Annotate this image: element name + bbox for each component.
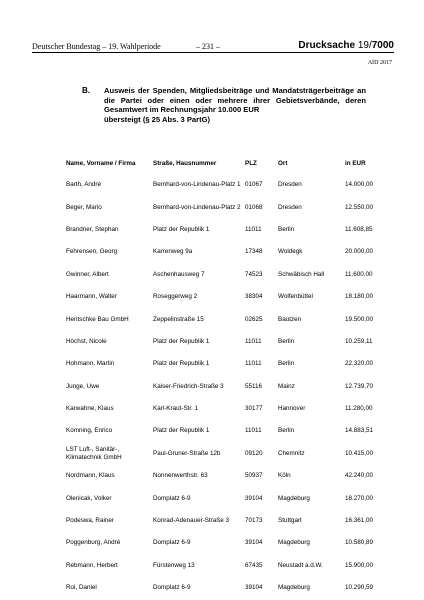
cell-name: Podeswa, Rainer [66, 517, 114, 525]
cell-amount: 18.180,00 [345, 293, 374, 301]
cell-city: Berlin [278, 360, 295, 368]
table-row [66, 443, 405, 465]
cell-name: Fehrensen, Georg [66, 248, 118, 256]
donor-table-body [66, 174, 405, 599]
cell-zip: 01068 [245, 203, 263, 211]
cell-city: Dresden [278, 203, 302, 211]
cell-city: Chemnitz [278, 449, 305, 457]
cell-city: Magdeburg [278, 494, 310, 502]
column-header-amount: in EUR [345, 159, 366, 167]
party-label: AfD 2017 [367, 60, 392, 66]
cell-name: Nordmann, Klaus [66, 472, 115, 480]
column-header-street: Straße, Hausnummer [153, 159, 217, 167]
cell-street: Karl-Kraut-Str. 1 [153, 405, 199, 413]
table-row [66, 308, 405, 330]
table-row [66, 577, 405, 599]
cell-street: Bernhard-von-Lindenau-Platz 1 [153, 181, 241, 189]
cell-street: Platz der Republik 1 [153, 225, 210, 233]
cell-street: Kaiser-Friedrich-Straße 3 [153, 382, 224, 390]
cell-zip: 02625 [245, 315, 263, 323]
cell-city: Berlin [278, 337, 295, 345]
cell-name: Hentschke Bau GmbH [66, 315, 129, 323]
cell-city: Köln [278, 472, 291, 480]
cell-name: Junge, Uwe [66, 382, 100, 390]
cell-zip: 39104 [245, 584, 263, 592]
cell-city: Stuttgart [278, 517, 302, 525]
cell-amount: 11.600,00 [345, 270, 373, 278]
cell-amount: 18.270,00 [345, 494, 374, 502]
cell-zip: 11011 [245, 427, 262, 435]
section-title [104, 86, 366, 124]
cell-amount: 20.000,00 [345, 248, 374, 256]
cell-city: Bautzen [278, 315, 302, 323]
cell-city: Neustadt a.d.W. [278, 561, 323, 569]
cell-city: Dresden [278, 181, 302, 189]
cell-zip: 17348 [245, 248, 263, 256]
cell-name: Haarmann, Walter [66, 293, 117, 301]
table-row [66, 465, 405, 487]
cell-amount: 10.580,89 [345, 539, 374, 547]
table-row [66, 555, 405, 577]
cell-amount: 11.280,00 [345, 405, 373, 413]
cell-street: Aschenhausweg 7 [153, 270, 205, 278]
cell-amount: 10.415,00 [345, 449, 374, 457]
cell-name: Komning, Enrico [66, 427, 113, 435]
cell-amount: 42.240,00 [345, 472, 374, 480]
cell-name: Rebmann, Herbert [66, 561, 118, 569]
cell-street: Domplatz 6-9 [153, 539, 191, 547]
cell-street: Domplatz 6-9 [153, 494, 191, 502]
cell-street: Zeppelinstraße 15 [153, 315, 204, 323]
doc-label: Drucksache [298, 40, 356, 51]
cell-name: LST Luft-, Sanitär-, Klimatechnik GmbH [66, 445, 122, 461]
cell-zip: 39104 [245, 494, 263, 502]
cell-city: Magdeburg [278, 539, 310, 547]
column-header-zip: PLZ [245, 159, 257, 167]
cell-name: Barth, André [66, 181, 102, 189]
cell-street: Domplatz 6-9 [153, 584, 191, 592]
doc-number-prefix: 19/ [357, 40, 372, 51]
table-row [66, 196, 405, 218]
table-row [66, 331, 405, 353]
column-header-name: Name, Vorname / Firma [66, 159, 136, 167]
cell-name: Beger, Mario [66, 203, 102, 211]
cell-zip: 11011 [245, 337, 262, 345]
cell-name: Höchst, Nicole [66, 337, 107, 345]
table-row [66, 532, 405, 554]
cell-street: Platz der Republik 1 [153, 427, 210, 435]
cell-amount: 15.900,00 [345, 561, 374, 569]
section-label: B. [82, 86, 90, 95]
table-row [66, 219, 405, 241]
cell-zip: 70173 [245, 517, 263, 525]
cell-zip: 01067 [245, 181, 263, 189]
cell-zip: 55116 [245, 382, 263, 390]
cell-street: Paul-Gruner-Straße 12b [153, 449, 221, 457]
section-title-line1: Ausweis der Spenden, Mitgliedsbeiträge und Mandatsträgerbeiträge an die Partei oder einen oder mehrere ihrer Gebietsverbände, deren Gesamtwert im Rechnungsjahr 10.000 EUR [104, 86, 366, 114]
table-row [66, 353, 405, 375]
cell-city: Mainz [278, 382, 295, 390]
cell-zip: 74523 [245, 270, 263, 278]
table-row [66, 487, 405, 509]
doc-number: 7000 [371, 40, 394, 51]
cell-city: Magdeburg [278, 584, 310, 592]
cell-zip: 38304 [245, 293, 263, 301]
table-row [66, 174, 405, 196]
table-row [66, 510, 405, 532]
cell-street: Nonnenwerthstr. 63 [153, 472, 208, 480]
cell-amount: 12.550,00 [345, 203, 374, 211]
cell-zip: 11011 [245, 360, 262, 368]
cell-city: Berlin [278, 225, 295, 233]
cell-amount: 12.739,70 [345, 382, 374, 390]
column-header-city: Ort [278, 159, 288, 167]
table-row [66, 264, 405, 286]
cell-city: Hannover [278, 405, 306, 413]
cell-amount: 11.608,85 [345, 225, 373, 233]
cell-name: Brandner, Stephan [66, 225, 119, 233]
table-row [66, 286, 405, 308]
header-doc-number [298, 40, 394, 51]
cell-street: Platz der Republik 1 [153, 337, 210, 345]
table-row [66, 398, 405, 420]
header-institution: Deutscher Bundestag – 19. Wahlperiode [32, 42, 161, 51]
cell-street: Bernhard-von-Lindenau-Platz 2 [153, 203, 241, 211]
cell-name: Olenicak, Volker [66, 494, 112, 502]
cell-city: Berlin [278, 427, 295, 435]
cell-amount: 19.500,00 [345, 315, 374, 323]
table-header-row [66, 152, 405, 174]
cell-street: Platz der Republik 1 [153, 360, 210, 368]
header-rule [32, 52, 394, 53]
header-page-number: – 231 – [196, 42, 220, 51]
cell-name: Poggenburg, André [66, 539, 121, 547]
cell-amount: 10.290,59 [345, 584, 374, 592]
cell-zip: 30177 [245, 405, 263, 413]
cell-city: Schwäbisch Hall [278, 270, 325, 278]
section-title-line2: übersteigt (§ 25 Abs. 3 PartG) [104, 114, 211, 124]
cell-street: Roseggerweg 2 [153, 293, 198, 301]
cell-amount: 16.361,00 [345, 517, 374, 525]
cell-amount: 22.320,00 [345, 360, 374, 368]
cell-name: Gwinner, Albert [66, 270, 109, 278]
cell-city: Woldegk [278, 248, 303, 256]
donor-table [66, 152, 405, 599]
cell-street: Konrad-Adenauer-Straße 3 [153, 517, 229, 525]
cell-amount: 14.000,00 [345, 181, 374, 189]
table-row [66, 376, 405, 398]
cell-name: Hohmann, Martin [66, 360, 115, 368]
cell-name: Roi, Daniel [66, 584, 97, 592]
table-row [66, 420, 405, 442]
cell-amount: 10.259,11 [345, 337, 373, 345]
cell-zip: 11011 [245, 225, 262, 233]
cell-amount: 14.883,51 [345, 427, 374, 435]
cell-street: Fürstenweg 13 [153, 561, 195, 569]
cell-zip: 39104 [245, 539, 263, 547]
cell-zip: 67435 [245, 561, 263, 569]
cell-city: Wolfenbüttel [278, 293, 313, 301]
table-row [66, 241, 405, 263]
cell-street: Karrenweg 9a [153, 248, 193, 256]
cell-name: Karwahne, Klaus [66, 405, 114, 413]
cell-zip: 09120 [245, 449, 263, 457]
cell-zip: 50937 [245, 472, 263, 480]
